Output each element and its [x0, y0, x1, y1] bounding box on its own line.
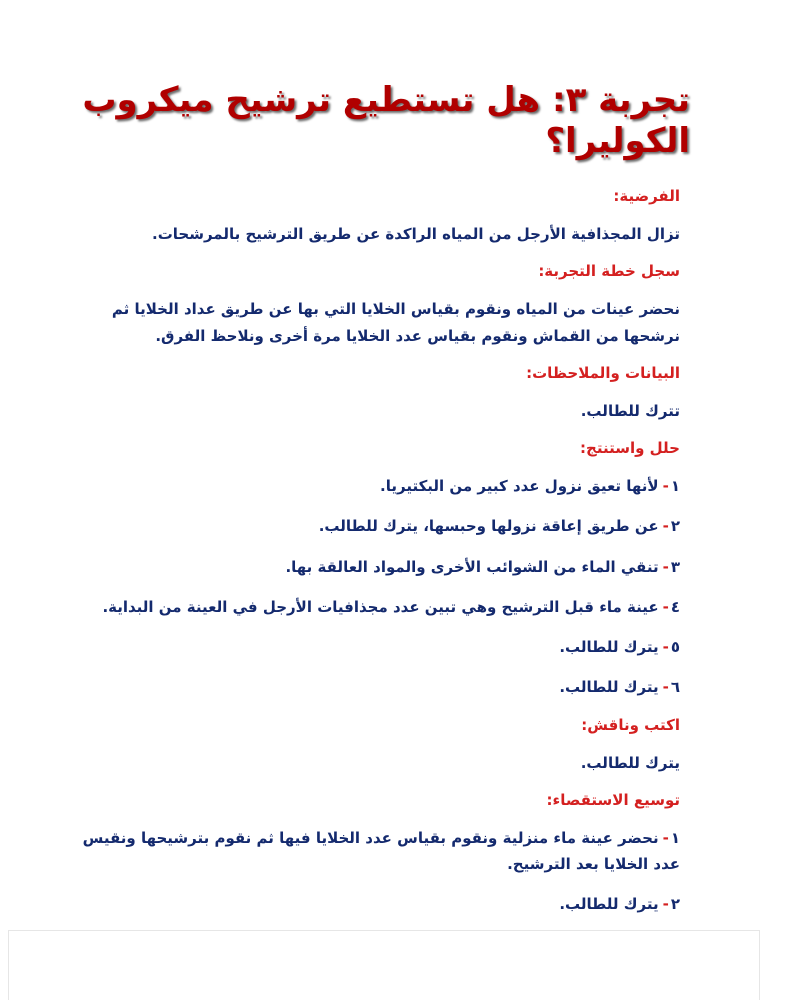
list-item-text: يترك للطالب.	[559, 678, 659, 697]
list-item-text: عينة ماء قبل الترشيح وهي تبين عدد مجذافيات الأرجل في العينة من البداية.	[102, 597, 659, 616]
list-item-number: ٦	[670, 678, 680, 697]
list-item-number: ٣	[670, 557, 680, 576]
list-item-text: يترك للطالب.	[559, 638, 659, 656]
experiment-plan-heading: سجل خطة التجربة:	[538, 262, 680, 281]
write-discuss-text: يترك للطالب.	[580, 753, 680, 772]
list-item: ١-لأنها تعيق نزول عدد كبير من البكتيريا.	[380, 477, 680, 495]
list-item: ١-نحضر عينة ماء منزلية ونقوم بقياس عدد الخلايا فيها ثم نقوم بترشيحها ونقيس عدد الخلايا بعد الترشيح.	[82, 828, 680, 873]
page-title: تجربة ٣: هل تستطيع ترشيح ميكروب الكوليرا؟	[82, 80, 690, 161]
list-item: ٣-تنقي الماء من الشوائب الأخرى والمواد العالقة بها.	[285, 557, 680, 576]
list-item: ٢-يترك للطالب.	[559, 895, 680, 914]
data-observations-text: تترك للطالب.	[580, 401, 680, 420]
list-item-text: لأنها تعيق نزول عدد كبير من البكتيريا.	[380, 477, 659, 495]
write-discuss-heading: اكتب وناقش:	[581, 715, 680, 734]
extend-inquiry-heading: توسيع الاستقصاء:	[546, 790, 680, 809]
data-observations-heading: البيانات والملاحظات:	[526, 363, 680, 382]
list-item: ٦-يترك للطالب.	[559, 678, 680, 697]
analyze-conclude-heading: حلل واستنتج:	[580, 439, 680, 457]
list-item: ٢-عن طريق إعاقة نزولها وحبسها، يترك للطالب.	[318, 517, 680, 536]
list-item-number: ١	[670, 828, 680, 847]
list-item-number: ٤	[670, 597, 680, 616]
list-item-number: ٢	[670, 517, 680, 536]
list-item: ٥-يترك للطالب.	[559, 638, 680, 656]
list-item-text: عن طريق إعاقة نزولها وحبسها، يترك للطالب.	[318, 517, 659, 536]
list-item: ٤-عينة ماء قبل الترشيح وهي تبين عدد مجذافيات الأرجل في العينة من البداية.	[102, 597, 680, 616]
next-page-edge	[8, 930, 760, 1000]
hypothesis-heading: الفرضية:	[613, 187, 680, 205]
experiment-plan-text: نحضر عينات من المياه ونقوم بقياس الخلايا التي بها عن طريق عداد الخلايا ثم نرشحها من القماش ونقوم بقياس عدد الخلايا مرة أخرى ونلاحظ الفرق.	[111, 300, 680, 345]
list-item-number: ١	[670, 477, 680, 495]
extend-inquiry-list	[60, 825, 680, 918]
list-item-text: يترك للطالب.	[559, 895, 659, 914]
analyze-conclude-list	[60, 473, 680, 701]
list-item-text: نحضر عينة ماء منزلية ونقوم بقياس عدد الخلايا فيها ثم نقوم بترشيحها ونقيس عدد الخلايا بعد الترشيح.	[82, 828, 680, 873]
list-item-text: تنقي الماء من الشوائب الأخرى والمواد العالقة بها.	[285, 557, 659, 576]
document-content	[60, 186, 680, 932]
hypothesis-text: تزال المجذافية الأرجل من المياه الراكدة عن طريق الترشيح بالمرشحات.	[152, 225, 680, 243]
list-item-number: ٥	[670, 638, 680, 656]
list-item-number: ٢	[670, 895, 680, 914]
